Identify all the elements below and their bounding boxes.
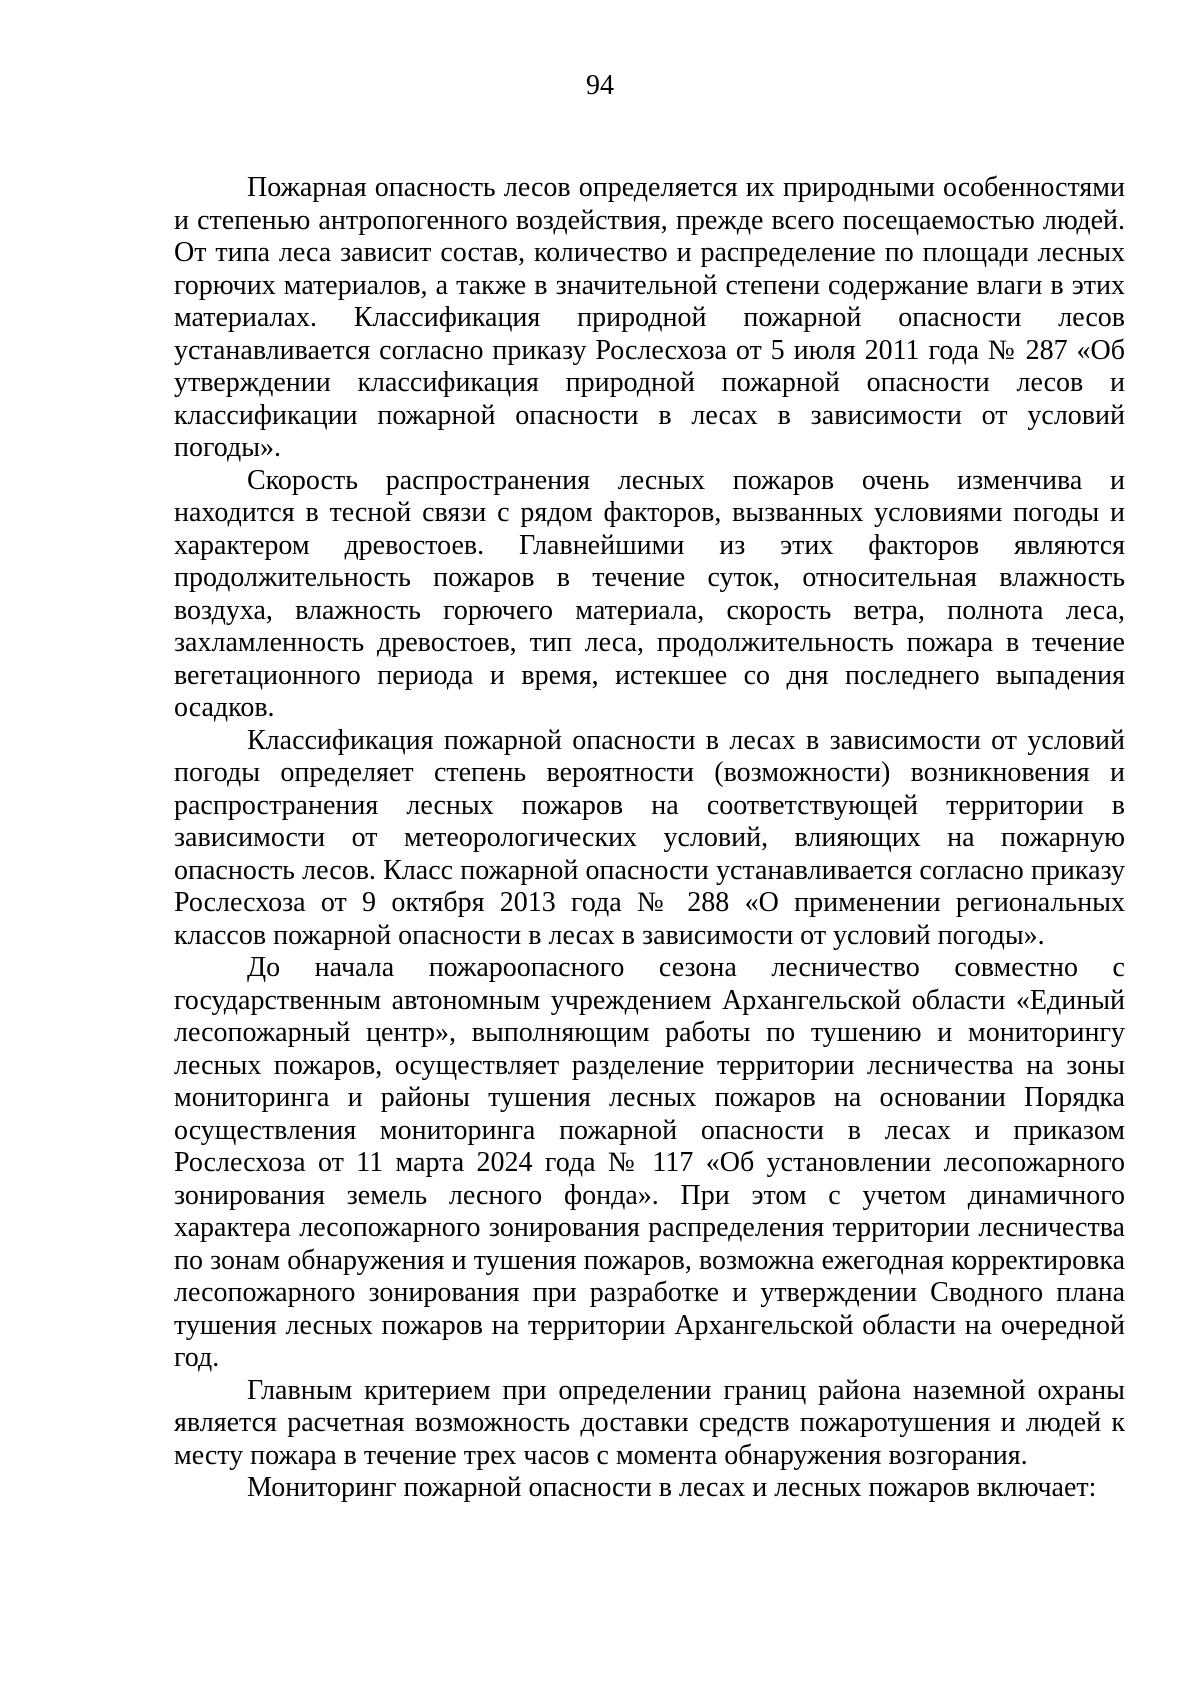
paragraph-fire-zoning: До начала пожароопасного сезона лесничество совместно с государственным автономным учреждением Архангельской области «Единый лесопожарный центр», выполняющим работы по тушению и мониторингу лесных пожаров, осуществляет разделение территории лесничества на зоны мониторинга и районы тушения лесных пожаров на основании Порядка осуществления мониторинга пожарной опасности в лесах и приказом Рослесхоза от 11 марта 2024 года № 117 «Об установлении лесопожарного зонирования земель лесного фонда». При этом с учетом динамичного характера лесопожарного зонирования распределения территории лесничества по зонам обнаружения и тушения пожаров, возможна ежегодная корректировка лесопожарного зонирования при разработке и утверждении Сводного плана тушения лесных пожаров на территории Архангельской области на очередной год. [174,952,1125,1373]
paragraph-ground-protection-criterion: Главным критерием при определении границ района наземной охраны является расчетная возможность доставки средств пожаротушения и людей к месту пожара в течение трех часов с момента обнаружения возгорания. [174,1374,1125,1471]
paragraph-monitoring-intro: Мониторинг пожарной опасности в лесах и лесных пожаров включает: [247,1472,1097,1503]
paragraph-fire-spread-speed: Скорость распространения лесных пожаров очень изменчива и находится в тесной связи с рядом факторов, вызванных условиями погоды и характером древостоев. Главнейшими из этих факторов являются продолжительность пожаров в течение суток, относительная влажность воздуха, влажность горючего материала, скорость ветра, полнота леса, захламленность древостоев, тип леса, продолжительность пожара в течение вегетационного периода и время, истекшее со дня последнего выпадения осадков. [174,464,1125,723]
paragraph-fire-danger-classification: Пожарная опасность лесов определяется их природными особенностями и степенью антропогенного воздействия, прежде всего посещаемостью людей. От типа леса зависит состав, количество и распределение по площади лесных горючих материалов, а также в значительной степени содержание влаги в этих материалах. Классификация природной пожарной опасности лесов устанавливается согласно приказу Рослесхоза от 5 июля 2011 года № 287 «Об утверждении классификация природной пожарной опасности лесов и классификации пожарной опасности в лесах в зависимости от условий погоды». [174,172,1125,463]
page-number: 94 [586,70,614,101]
paragraph-weather-classification: Классификация пожарной опасности в лесах в зависимости от условий погоды определяет степень вероятности (возможности) возникновения и распространения лесных пожаров на соответствующей территории в зависимости от метеорологических условий, влияющих на пожарную опасность лесов. Класс пожарной опасности устанавливается согласно приказу Рослесхоза от 9 октября 2013 года № 288 «О применении региональных классов пожарной опасности в лесах в зависимости от условий погоды». [174,724,1125,951]
document-body [174,172,1125,1505]
